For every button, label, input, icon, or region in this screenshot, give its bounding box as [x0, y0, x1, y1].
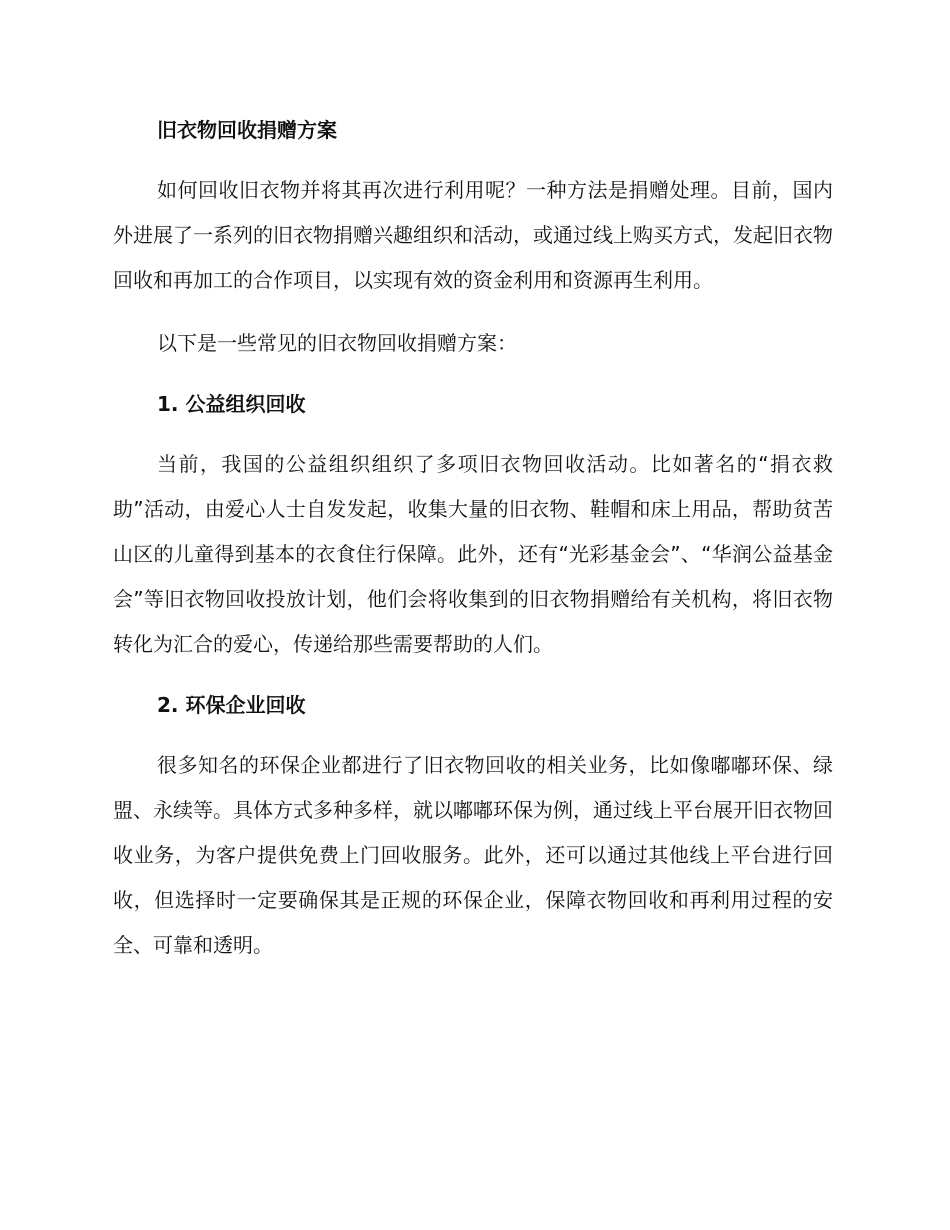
- document-title: 旧衣物回收捐赠方案: [157, 118, 337, 142]
- intro-paragraph: 如何回收旧衣物并将其再次进行利用呢？一种方法是捐赠处理。目前，国内外进展了一系列的旧衣物捐赠兴趣组织和活动，或通过线上购买方式，发起旧衣物回收和再加工的合作项目，以实现有效的资金利用和资源再生利用。: [113, 178, 833, 292]
- document-body: [113, 110, 833, 986]
- section-body-eco-enterprise: 很多知名的环保企业都进行了旧衣物回收的相关业务，比如像嘟嘟环保、绿盟、永续等。具体方式多种多样，就以嘟嘟环保为例，通过线上平台展开旧衣物回收业务，为客户提供免费上门回收服务。此外，还可以通过其他线上平台进行回收，但选择时一定要确保其是正规的环保企业，保障衣物回收和再利用过程的安全、可靠和透明。: [113, 753, 833, 957]
- section-heading-eco-enterprise: 2. 环保企业回收: [157, 693, 306, 717]
- lead-in-paragraph: 以下是一些常见的旧衣物回收捐赠方案：: [157, 331, 517, 355]
- section-body-public-welfare: 当前，我国的公益组织组织了多项旧衣物回收活动。比如著名的“捐衣救助”活动，由爱心人士自发发起，收集大量的旧衣物、鞋帽和床上用品，帮助贫苦山区的儿童得到基本的衣食住行保障。此外，还有“光彩基金会”、“华润公益基金会”等旧衣物回收投放计划，他们会将收集到的旧衣物捐赠给有关机构，将旧衣物转化为汇合的爱心，传递给那些需要帮助的人们。: [113, 452, 833, 656]
- section-heading-public-welfare: 1. 公益组织回收: [157, 392, 306, 416]
